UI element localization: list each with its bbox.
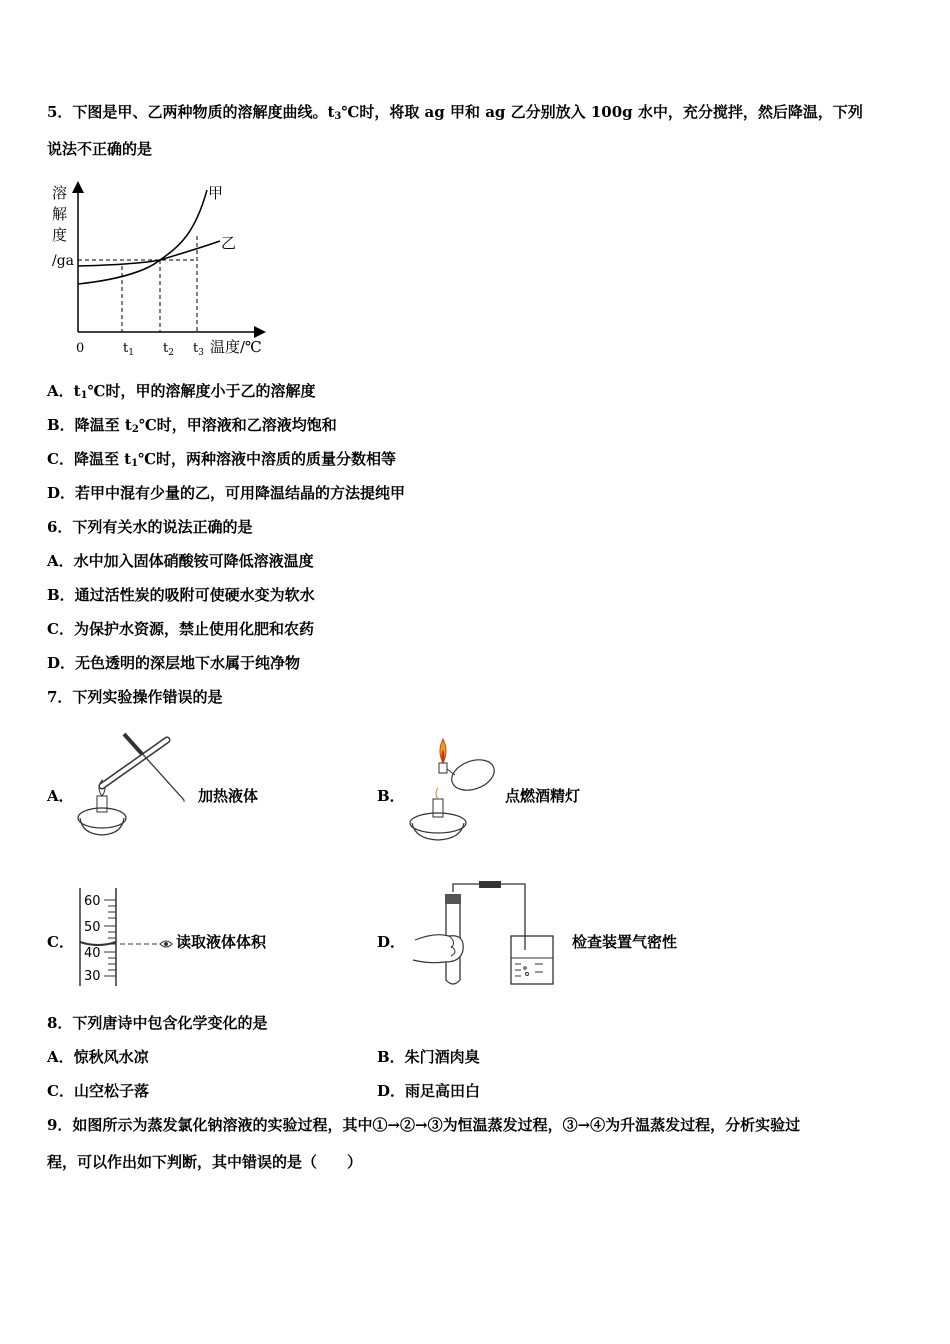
q5-option-c — [47, 449, 396, 474]
q8-option-c: C．山空松子落 — [47, 1082, 149, 1100]
xlabel: 温度/℃ — [210, 338, 262, 356]
q9-line1: 9．如图所示为蒸发氯化钠溶液的实验过程，其中①→②→③为恒温蒸发过程，③→④为升温蒸发过程，分析实验过 — [47, 1116, 801, 1134]
q8-option-b: B．朱门酒肉臭 — [377, 1048, 480, 1066]
q8-option-a: A．惊秋风水凉 — [47, 1048, 149, 1066]
cyl-mark-40: 40 — [84, 946, 101, 961]
q6-option-b: B．通过活性炭的吸附可使硬水变为软水 — [47, 586, 315, 604]
q5-stem-line2: 说法不正确的是 — [47, 140, 153, 158]
q5-c-sub: 1 — [131, 458, 139, 469]
tick-t3 — [193, 341, 204, 358]
q5-a-pre: A．t — [47, 382, 81, 400]
solubility-chart — [45, 178, 285, 358]
q5-b-sub: 2 — [131, 424, 139, 435]
cyl-mark-50: 50 — [84, 920, 101, 935]
tick-t2-base: t — [163, 341, 169, 356]
tick-t1 — [123, 341, 134, 358]
cyl-mark-60: 60 — [84, 894, 101, 909]
q7-b-letter: B． — [377, 787, 405, 805]
origin-label: 0 — [76, 341, 85, 356]
q5-option-d: D．若甲中混有少量的乙，可用降温结晶的方法提纯甲 — [47, 484, 406, 502]
q6-option-a: A．水中加入固体硝酸铵可降低溶液温度 — [47, 552, 314, 570]
q7-c-caption: 读取液体体积 — [176, 933, 267, 951]
lighting-alcohol-lamp-illustration — [403, 733, 503, 843]
q5-stem-line1 — [47, 102, 863, 127]
q6-option-c: C．为保护水资源，禁止使用化肥和农药 — [47, 620, 314, 638]
q5-stem-part1: 5．下图是甲、乙两种物质的溶解度曲线。t — [47, 103, 335, 121]
q5-a-post: ℃时，甲的溶解度小于乙的溶解度 — [87, 382, 316, 400]
q7-a-letter: A． — [47, 787, 74, 805]
q8-option-d: D．雨足高田白 — [377, 1082, 481, 1100]
q7-d-caption: 检查装置气密性 — [572, 933, 678, 951]
q7-b-caption: 点燃酒精灯 — [505, 787, 581, 805]
tick-t3-base: t — [193, 341, 199, 356]
q5-b-pre: B．降温至 t — [47, 416, 132, 434]
q6-option-d: D．无色透明的深层地下水属于纯净物 — [47, 654, 301, 672]
q5-c-post: ℃时，两种溶液中溶质的质量分数相等 — [138, 450, 397, 468]
ylabel-2: 解 — [52, 205, 68, 223]
tick-t1-sub: 1 — [128, 348, 134, 358]
heating-liquid-illustration — [72, 730, 192, 840]
q9-line2: 程，可以作出如下判断，其中错误的是（ ） — [47, 1153, 363, 1171]
q7-stem: 7．下列实验操作错误的是 — [47, 688, 223, 706]
q5-a-sub: 1 — [80, 390, 88, 401]
airtightness-check-illustration — [405, 880, 565, 990]
ylabel-3: 度 — [52, 226, 68, 244]
curve-yi — [78, 241, 220, 266]
graduated-cylinder-illustration — [72, 888, 182, 988]
curve-label-jia: 甲 — [208, 184, 224, 202]
cyl-mark-30: 30 — [84, 969, 101, 984]
tick-t1-base: t — [123, 341, 129, 356]
tick-t2 — [163, 341, 174, 358]
yunit-label: /ga — [52, 253, 75, 269]
tick-t2-sub: 2 — [168, 348, 174, 358]
q5-b-post: ℃时，甲溶液和乙溶液均饱和 — [138, 416, 337, 434]
q6-stem: 6．下列有关水的说法正确的是 — [47, 518, 253, 536]
q5-option-a — [47, 381, 316, 406]
q5-option-b — [47, 415, 337, 440]
q8-stem: 8．下列唐诗中包含化学变化的是 — [47, 1014, 268, 1032]
q5-stem-sub: 3 — [334, 111, 342, 122]
q7-d-letter: D． — [377, 933, 406, 951]
q7-a-caption: 加热液体 — [198, 787, 259, 805]
tick-t3-sub: 3 — [198, 348, 204, 358]
ylabel-1: 溶 — [52, 184, 68, 202]
q7-c-letter: C． — [47, 933, 74, 951]
q5-c-pre: C．降温至 t — [47, 450, 132, 468]
curve-jia — [78, 190, 207, 284]
curve-label-yi: 乙 — [221, 234, 237, 252]
q5-stem-part2: ℃时，将取 ag 甲和 ag 乙分别放入 100g 水中，充分搅拌，然后降温，下列 — [341, 103, 863, 121]
